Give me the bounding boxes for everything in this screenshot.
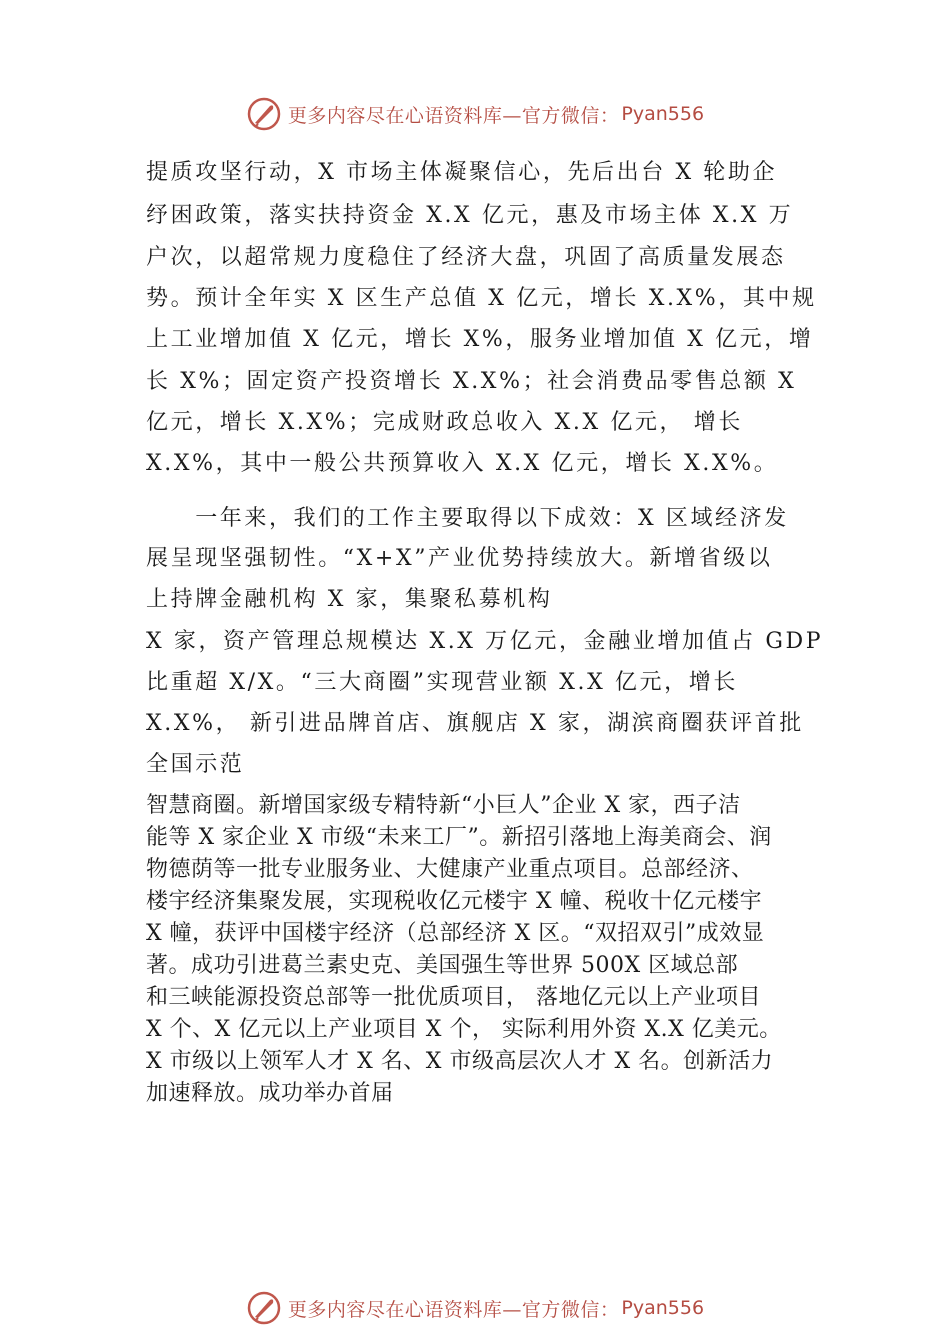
- text-line: 长 X%；固定资产投资增长 X.X%；社会消费品零售总额 X: [146, 369, 797, 394]
- text-line: X.X%，其中一般公共预算收入 X.X 亿元，增长 X.X%。: [146, 451, 779, 476]
- text-line: X.X%， 新引进品牌首店、旗舰店 X 家，湖滨商圈获评首批: [146, 711, 804, 736]
- header-banner-handle: Pyan556: [621, 103, 705, 125]
- text-line: X 个、X 亿元以上产业项目 X 个， 实际利用外资 X.X 亿美元。: [146, 1017, 782, 1042]
- text-line: 楼宇经济集聚发展，实现税收亿元楼宇 X 幢、税收十亿元楼宇: [146, 889, 763, 914]
- header-banner: [0, 94, 950, 134]
- text-line: 上持牌金融机构 X 家，集聚私募机构: [146, 587, 553, 612]
- footer-banner: [0, 1288, 950, 1328]
- text-line: 和三峡能源投资总部等一批优质项目， 落地亿元以上产业项目: [146, 985, 761, 1010]
- text-line: 亿元，增长 X.X%；完成财政总收入 X.X 亿元， 增长: [146, 410, 743, 435]
- footer-banner-handle: Pyan556: [621, 1297, 705, 1319]
- text-line: 加速释放。成功举办首届: [146, 1081, 394, 1106]
- text-line: X 市级以上领军人才 X 名、X 市级高层次人才 X 名。创新活力: [146, 1049, 774, 1074]
- text-line: 纾困政策，落实扶持资金 X.X 亿元，惠及市场主体 X.X 万: [146, 203, 794, 228]
- text-line: 户次，以超常规力度稳住了经济大盘，巩固了高质量发展态: [146, 245, 786, 270]
- text-line: 著。成功引进葛兰素史克、美国强生等世界 500X 区域总部: [146, 953, 739, 978]
- header-banner-text: 更多内容尽在心语资料库—官方微信：: [287, 104, 620, 127]
- footer-banner-text: 更多内容尽在心语资料库—官方微信：: [287, 1298, 620, 1321]
- text-line: 智慧商圈。新增国家级专精特新“小巨人”企业 X 家，西子洁: [146, 793, 741, 818]
- text-line: 物德荫等一批专业服务业、大健康产业重点项目。总部经济、: [146, 857, 754, 882]
- text-line: 全国示范: [146, 752, 245, 777]
- text-line: 提质攻坚行动，X 市场主体凝聚信心，先后出台 X 轮助企: [146, 160, 778, 185]
- text-line: 比重超 X/X。“三大商圈”实现营业额 X.X 亿元，增长: [146, 670, 738, 695]
- pen-feather-logo-icon: [246, 96, 282, 132]
- text-line: 势。预计全年实 X 区生产总值 X 亿元，增长 X.X%，其中规: [146, 286, 817, 311]
- text-line: X 幢，获评中国楼宇经济（总部经济 X 区。“双招双引”成效显: [146, 921, 765, 946]
- text-line: 展呈现坚强韧性。“X+X”产业优势持续放大。新增省级以: [146, 546, 773, 571]
- text-line: 一年来，我们的工作主要取得以下成效：X 区域经济发: [146, 506, 789, 531]
- pen-feather-logo-icon: [246, 1290, 282, 1326]
- text-line: 上工业增加值 X 亿元，增长 X%，服务业增加值 X 亿元，增: [146, 327, 814, 352]
- text-line: X 家，资产管理总规模达 X.X 万亿元，金融业增加值占 GDP: [146, 629, 824, 654]
- text-line: 能等 X 家企业 X 市级“未来工厂”。新招引落地上海美商会、润: [146, 825, 772, 850]
